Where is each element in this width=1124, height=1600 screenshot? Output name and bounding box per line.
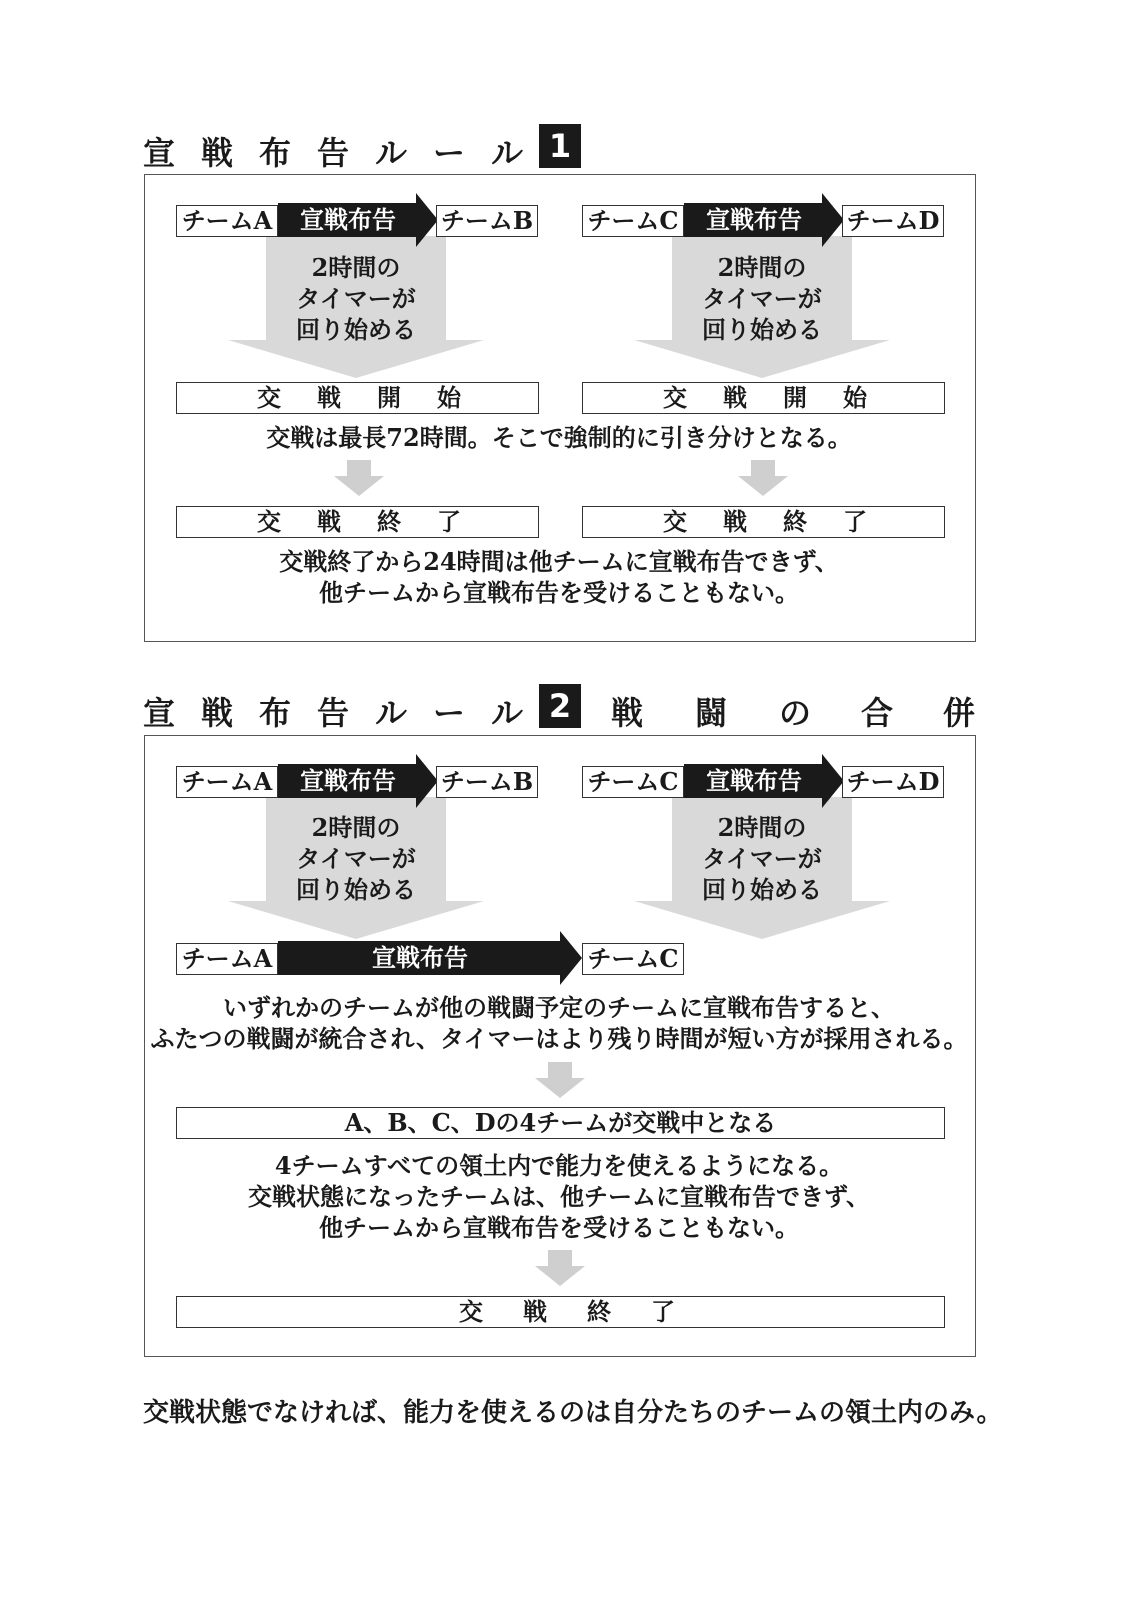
bar-char: 始 bbox=[843, 383, 867, 412]
max-duration-note: 交戦は最長72時間。そこで強制的に引き分けとなる。 bbox=[266, 423, 852, 452]
declare-war-label: 宣戦布告 bbox=[684, 764, 824, 798]
timer-text bbox=[261, 252, 451, 345]
heading-char: 布 bbox=[259, 694, 292, 732]
timer-line: 回り始める bbox=[296, 315, 416, 344]
rule2-heading bbox=[143, 684, 983, 732]
note-line: ふたつの戦闘が統合され、タイマーはより残り時間が短い方が採用される。 bbox=[150, 1024, 968, 1053]
team-a-box: チームA bbox=[176, 205, 278, 237]
bar-char: 終 bbox=[783, 507, 807, 536]
subtitle-char: の bbox=[779, 694, 812, 732]
timer-line: タイマーが bbox=[296, 284, 416, 313]
combat-bar-text: A、B、C、Dの4チームが交戦中となる bbox=[344, 1108, 777, 1137]
subtitle-char: 併 bbox=[943, 694, 976, 732]
bar-char: 交 bbox=[257, 507, 281, 536]
team-a-box: チームA bbox=[176, 766, 278, 798]
heading-char: 宣 bbox=[143, 134, 176, 172]
team-d-box: チームD bbox=[842, 205, 944, 237]
bar-char: 戦 bbox=[723, 507, 747, 536]
subtitle-char: 戦 bbox=[611, 694, 644, 732]
bar-char: 交 bbox=[663, 507, 687, 536]
team-c-box: チームC bbox=[582, 766, 684, 798]
heading-char: 告 bbox=[317, 694, 350, 732]
timer-line: 回り始める bbox=[702, 315, 822, 344]
heading-char: 戦 bbox=[201, 134, 234, 172]
bar-char: 戦 bbox=[317, 383, 341, 412]
team-b-box: チームB bbox=[436, 205, 538, 237]
arrow-right-icon bbox=[416, 193, 438, 247]
declare-war-label: 宣戦布告 bbox=[278, 203, 418, 237]
heading-char: 布 bbox=[259, 134, 292, 172]
heading-char: ル bbox=[491, 134, 524, 172]
declare-war-label: 宣戦布告 bbox=[684, 203, 824, 237]
bar-char: 戦 bbox=[523, 1297, 547, 1326]
note-line: 他チームから宣戦布告を受けることもない。 bbox=[319, 578, 799, 607]
arrow-right-icon bbox=[560, 931, 582, 985]
bar-char: 戦 bbox=[317, 507, 341, 536]
declare-war-label: 宣戦布告 bbox=[278, 941, 562, 975]
combat-end-bar bbox=[176, 1296, 945, 1328]
rule-number-badge: 2 bbox=[539, 684, 581, 728]
combat-start-bar bbox=[176, 382, 539, 414]
team-c-box: チームC bbox=[582, 943, 684, 975]
heading-char: ー bbox=[433, 134, 466, 172]
bar-char: 戦 bbox=[723, 383, 747, 412]
timer-line: 2時間の bbox=[311, 813, 401, 842]
cooldown-note bbox=[144, 546, 974, 608]
timer-line: 回り始める bbox=[702, 875, 822, 904]
down-arrow-icon bbox=[738, 460, 788, 496]
declare-war-label: 宣戦布告 bbox=[278, 764, 418, 798]
subtitle-char: 合 bbox=[861, 694, 894, 732]
note-line: いずれかのチームが他の戦闘予定のチームに宣戦布告すると、 bbox=[223, 993, 895, 1022]
note-line: 他チームから宣戦布告を受けることもない。 bbox=[319, 1213, 799, 1242]
bar-char: 交 bbox=[257, 383, 281, 412]
heading-char: 戦 bbox=[201, 694, 234, 732]
heading-char: ー bbox=[433, 694, 466, 732]
timer-line: タイマーが bbox=[702, 844, 822, 873]
note-line: 交戦状態になったチームは、他チームに宣戦布告できず、 bbox=[247, 1182, 871, 1211]
bar-char: 交 bbox=[459, 1297, 483, 1326]
bar-char: 開 bbox=[783, 383, 807, 412]
subtitle-char: 闘 bbox=[695, 694, 728, 732]
heading-char: 告 bbox=[317, 134, 350, 172]
bar-char: 開 bbox=[377, 383, 401, 412]
timer-line: 2時間の bbox=[717, 253, 807, 282]
timer-line: 回り始める bbox=[296, 875, 416, 904]
heading-char: ル bbox=[375, 134, 408, 172]
combat-start-bar bbox=[582, 382, 945, 414]
team-a-box: チームA bbox=[176, 943, 278, 975]
timer-line: タイマーが bbox=[296, 844, 416, 873]
timer-text bbox=[667, 252, 857, 345]
down-arrow-icon bbox=[334, 460, 384, 496]
down-arrow-icon bbox=[535, 1062, 585, 1098]
bar-char: 終 bbox=[377, 507, 401, 536]
arrow-right-icon bbox=[822, 193, 844, 247]
team-d-box: チームD bbox=[842, 766, 944, 798]
bar-char: 始 bbox=[437, 383, 461, 412]
bar-char: 了 bbox=[651, 1297, 675, 1326]
combat-end-bar bbox=[582, 506, 945, 538]
bar-char: 交 bbox=[663, 383, 687, 412]
timer-line: 2時間の bbox=[311, 253, 401, 282]
combat-end-bar bbox=[176, 506, 539, 538]
merge-note bbox=[144, 992, 974, 1054]
team-c-box: チームC bbox=[582, 205, 684, 237]
note-line: 4チームすべての領土内で能力を使えるようになる。 bbox=[274, 1151, 844, 1180]
footer-note: 交戦状態でなければ、能力を使えるのは自分たちのチームの領土内のみ。 bbox=[143, 1398, 1003, 1428]
heading-char: 宣 bbox=[143, 694, 176, 732]
combat-bar bbox=[176, 1107, 945, 1139]
arrow-right-icon bbox=[822, 754, 844, 808]
timer-text bbox=[667, 812, 857, 905]
heading-char: ル bbox=[491, 694, 524, 732]
bar-char: 了 bbox=[437, 507, 461, 536]
timer-line: 2時間の bbox=[717, 813, 807, 842]
bar-char: 了 bbox=[843, 507, 867, 536]
note-line: 交戦終了から24時間は他チームに宣戦布告できず、 bbox=[279, 547, 839, 576]
rule-number-badge: 1 bbox=[539, 124, 581, 168]
heading-char: ル bbox=[375, 694, 408, 732]
down-arrow-icon bbox=[535, 1250, 585, 1286]
rule1-heading bbox=[143, 124, 603, 172]
timer-line: タイマーが bbox=[702, 284, 822, 313]
timer-text bbox=[261, 812, 451, 905]
team-b-box: チームB bbox=[436, 766, 538, 798]
arrow-right-icon bbox=[416, 754, 438, 808]
bar-char: 終 bbox=[587, 1297, 611, 1326]
combat-note bbox=[144, 1150, 974, 1243]
